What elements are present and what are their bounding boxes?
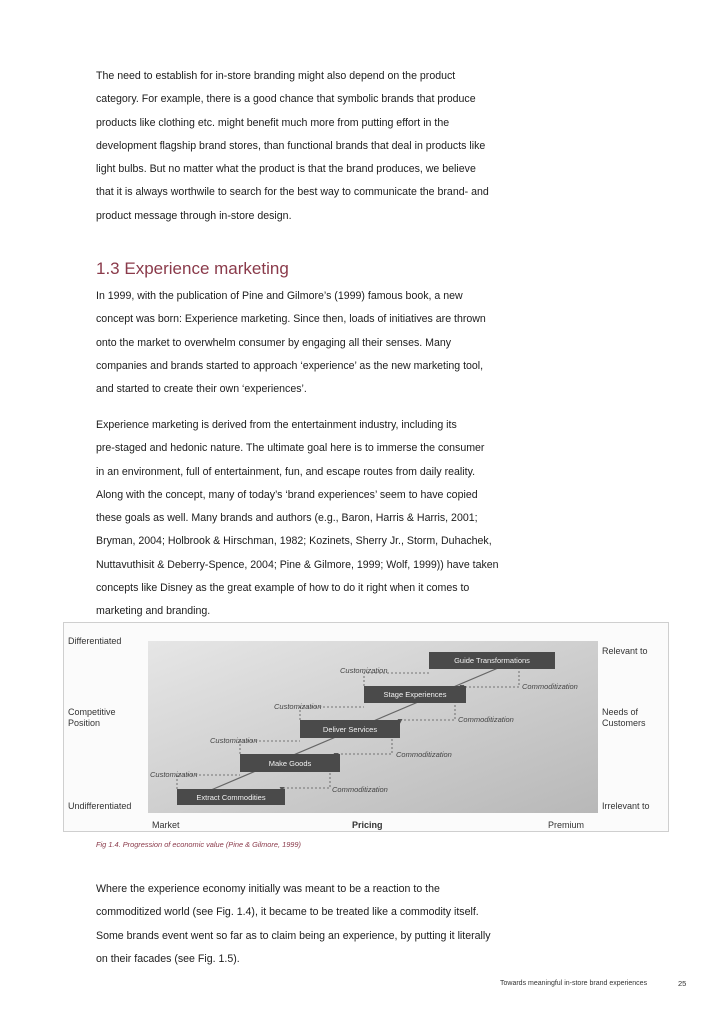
text-line: Bryman, 2004; Holbrook & Hirschman, 1982; Kozinets, Sherry Jr., Storm, Duhachek, <box>96 535 492 548</box>
text-line: and started to create their own ‘experiences’. <box>96 383 307 396</box>
customization-label: Customization <box>340 666 388 675</box>
figure-diagram <box>64 623 668 831</box>
text-line: pre-staged and hedonic nature. The ultimate goal here is to immerse the consumer <box>96 442 485 455</box>
customization-label: Customization <box>274 702 322 711</box>
label-relevant-to: Relevant to <box>602 646 648 656</box>
text-line: Where the experience economy initially was meant to be a reaction to the <box>96 883 440 895</box>
stage-extract-commodities <box>177 789 285 805</box>
commoditization-label: Commoditization <box>458 715 514 724</box>
section-heading: 1.3 Experience marketing <box>96 259 289 278</box>
text-line: products like clothing etc. might benefit much more from putting effort in the <box>96 116 450 129</box>
svg-text:Make Goods: Make Goods <box>268 759 312 768</box>
text-line: light bulbs. But no matter what the product is that the brand produces, we believe <box>96 163 476 176</box>
text-line: product message through in-store design. <box>96 209 292 222</box>
text-line: Nuttavuthisit & Deberry-Spence, 2004; Pine & Gilmore, 1999; Wolf, 1999)) have taken <box>96 558 499 571</box>
label-competitive: Competitive <box>68 707 116 717</box>
text-line: commoditized world (see Fig. 1.4), it became to be treated like a commodity itself. <box>96 906 479 919</box>
svg-text:Stage Experiences: Stage Experiences <box>383 690 447 699</box>
label-position: Position <box>68 718 101 728</box>
label-pricing: Pricing <box>352 820 383 830</box>
text-line: that it is always worthwile to search for the best way to communicate the brand- and <box>96 186 489 199</box>
label-irrelevant-to: Irrelevant to <box>602 801 650 811</box>
text-line: Experience marketing is derived from the entertainment industry, including its <box>96 419 457 431</box>
paragraph-section-2 <box>96 414 536 624</box>
svg-text:Deliver Services: Deliver Services <box>322 725 378 734</box>
text-line: development flagship brand stores, than functional brands that deal in products like <box>96 139 486 152</box>
stage-guide-transformations <box>429 652 555 669</box>
stage-deliver-services <box>300 720 400 738</box>
label-needs-of: Needs of <box>602 707 639 717</box>
label-premium: Premium <box>548 820 585 830</box>
label-undifferentiated: Undifferentiated <box>68 801 132 811</box>
stage-make-goods <box>240 754 340 772</box>
text-line: category. For example, there is a good chance that symbolic brands that produce <box>96 93 476 106</box>
paragraph-closing <box>96 878 536 971</box>
text-line: companies and brands started to approach ‘experience’ as the new marketing tool, <box>96 359 484 372</box>
text-line: In 1999, with the publication of Pine and Gilmore’s (1999) famous book, a new <box>96 290 463 302</box>
customization-label: Customization <box>210 736 258 745</box>
commoditization-label: Commoditization <box>332 785 388 794</box>
text-line: The need to establish for in-store branding might also depend on the product <box>96 70 456 82</box>
figure-progression-economic-value <box>63 622 669 832</box>
text-line: concept was born: Experience marketing. Since then, loads of initiatives are thrown <box>96 313 486 326</box>
svg-text:Guide Transformations: Guide Transformations <box>454 656 530 665</box>
figure-caption: Fig 1.4. Progression of economic value (Pine & Gilmore, 1999) <box>96 840 301 849</box>
label-customers: Customers <box>602 718 646 728</box>
text-line: onto the market to overwhelm consumer by engaging all their senses. Many <box>96 336 452 349</box>
paragraph-intro <box>96 65 536 228</box>
text-line: Some brands event went so far as to claim being an experience, by putting it literally <box>96 929 491 942</box>
paragraph-section-1 <box>96 285 536 401</box>
text-line: on their facades (see Fig. 1.5). <box>96 952 240 965</box>
text-line: these goals as well. Many brands and authors (e.g., Baron, Harris & Harris, 2001; <box>96 512 478 525</box>
text-line: marketing and branding. <box>96 605 211 618</box>
stage-stage-experiences <box>364 686 466 703</box>
svg-text:Extract Commodities: Extract Commodities <box>196 793 266 802</box>
footer-document-title: Towards meaningful in-store brand experiences <box>500 980 648 987</box>
label-market: Market <box>152 820 180 830</box>
commoditization-label: Commoditization <box>396 750 452 759</box>
text-line: Along with the concept, many of today’s ‘brand experiences’ seem to have copied <box>96 488 478 501</box>
label-differentiated: Differentiated <box>68 636 122 646</box>
text-line: in an environment, full of entertainment, fun, and escape routes from daily reality. <box>96 465 476 478</box>
text-line: concepts like Disney as the great example of how to do it right when it comes to <box>96 582 470 595</box>
commoditization-label: Commoditization <box>522 682 578 691</box>
customization-label: Customization <box>150 770 198 779</box>
page-number: 25 <box>678 979 687 988</box>
